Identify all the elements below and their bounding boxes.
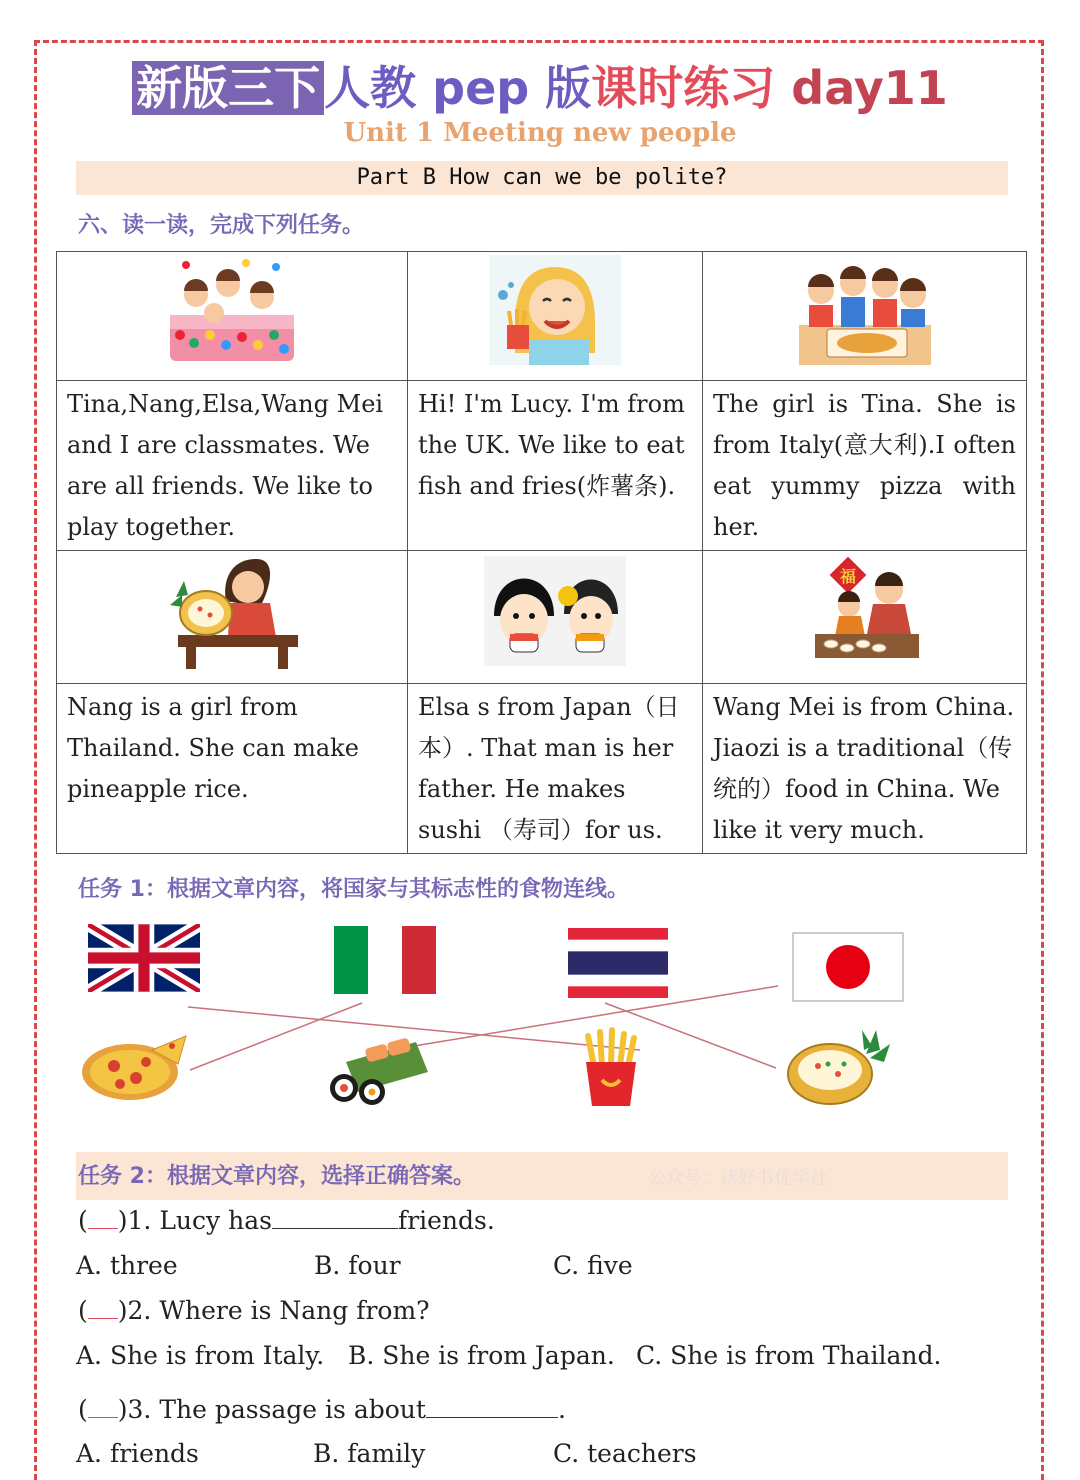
option-c[interactable]: C. She is from Thailand. <box>636 1341 942 1370</box>
title-practice: 课时练习 <box>591 61 776 115</box>
reading-text: Tina,Nang,Elsa,Wang Mei and I are classmates. We are all friends. We like to play together. <box>57 381 408 551</box>
fries-icon <box>582 1026 640 1108</box>
pineapple-rice-icon <box>786 1028 892 1108</box>
option-c[interactable]: C. teachers <box>553 1439 697 1468</box>
pizza-icon <box>80 1030 188 1102</box>
fill-blank[interactable] <box>426 1417 558 1418</box>
question-3: ( )3. The passage is about . <box>78 1395 566 1424</box>
answer-blank[interactable] <box>88 1417 118 1418</box>
title-day: day11 <box>791 61 948 115</box>
reading-text: Hi! I'm Lucy. I'm from the UK. We like to eat fish and fries(炸薯条). <box>408 381 703 551</box>
title-highlight: 新版三下 <box>132 61 324 115</box>
title-edition: 人教 pep 版 <box>324 61 592 115</box>
reading-text: Nang is a girl from Thailand. She can make pineapple rice. <box>57 684 408 854</box>
option-b[interactable]: B. family <box>313 1439 426 1468</box>
reading-text: The girl is Tina. She is from Italy(意大利).I often eat yummy pizza with her. <box>703 381 1027 551</box>
sushi-icon <box>326 1032 432 1110</box>
option-a[interactable]: A. She is from Italy. <box>76 1341 325 1370</box>
question-2: ( )2. Where is Nang from? <box>78 1296 430 1325</box>
question-1: ( )1. Lucy has friends. <box>78 1206 495 1235</box>
answer-blank[interactable] <box>88 1318 118 1319</box>
fill-blank[interactable] <box>272 1228 398 1229</box>
reading-text: Wang Mei is from China. Jiaozi is a traditional（传统的）food in China. We like it very much. <box>703 684 1027 854</box>
option-a[interactable]: A. friends <box>76 1439 199 1468</box>
option-a[interactable]: A. three <box>76 1251 178 1280</box>
part-bar: Part B How can we be polite? <box>76 161 1008 195</box>
section-heading: 六、读一读，完成下列任务。 <box>78 213 365 238</box>
option-b[interactable]: B. four <box>314 1251 401 1280</box>
task1-heading: 任务 1：根据文章内容，将国家与其标志性的食物连线。 <box>78 877 629 902</box>
task2-heading: 任务 2：根据文章内容，选择正确答案。 <box>78 1164 475 1189</box>
answer-blank[interactable] <box>88 1228 118 1229</box>
reading-text: Elsa s from Japan（日本）. That man is her father. He makes sushi （寿司）for us. <box>408 684 703 854</box>
option-c[interactable]: C. five <box>553 1251 633 1280</box>
option-b[interactable]: B. She is from Japan. <box>348 1341 615 1370</box>
svg-text:福: 福 <box>839 566 856 586</box>
watermark: 公众号：读好书优学社 <box>648 1168 828 1189</box>
unit-subtitle: Unit 1 Meeting new people <box>343 118 737 148</box>
